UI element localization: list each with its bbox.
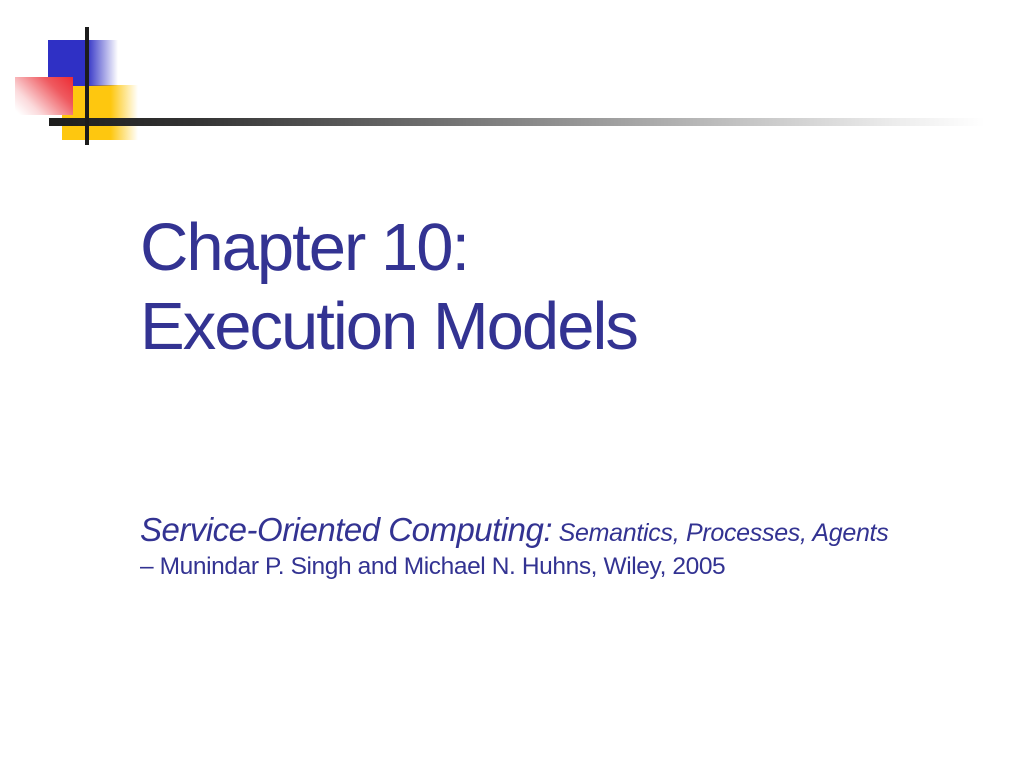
vertical-crossing-line — [85, 27, 89, 145]
slide-subtitle — [140, 511, 888, 582]
horizontal-gradient-rule — [49, 118, 1014, 126]
slide-title — [140, 208, 637, 366]
book-subtitle-text: Semantics, Processes, Agents — [552, 519, 889, 547]
book-title-text: Service-Oriented Computing: — [140, 511, 553, 548]
book-reference-line — [140, 511, 888, 552]
title-line-1: Chapter 10: — [140, 210, 469, 285]
red-square-shape — [15, 77, 73, 115]
yellow-square-shape — [62, 85, 138, 140]
authors-citation-text: – Munindar P. Singh and Michael N. Huhns, Wiley, 2005 — [140, 553, 726, 580]
title-line-2: Execution Models — [140, 289, 637, 364]
